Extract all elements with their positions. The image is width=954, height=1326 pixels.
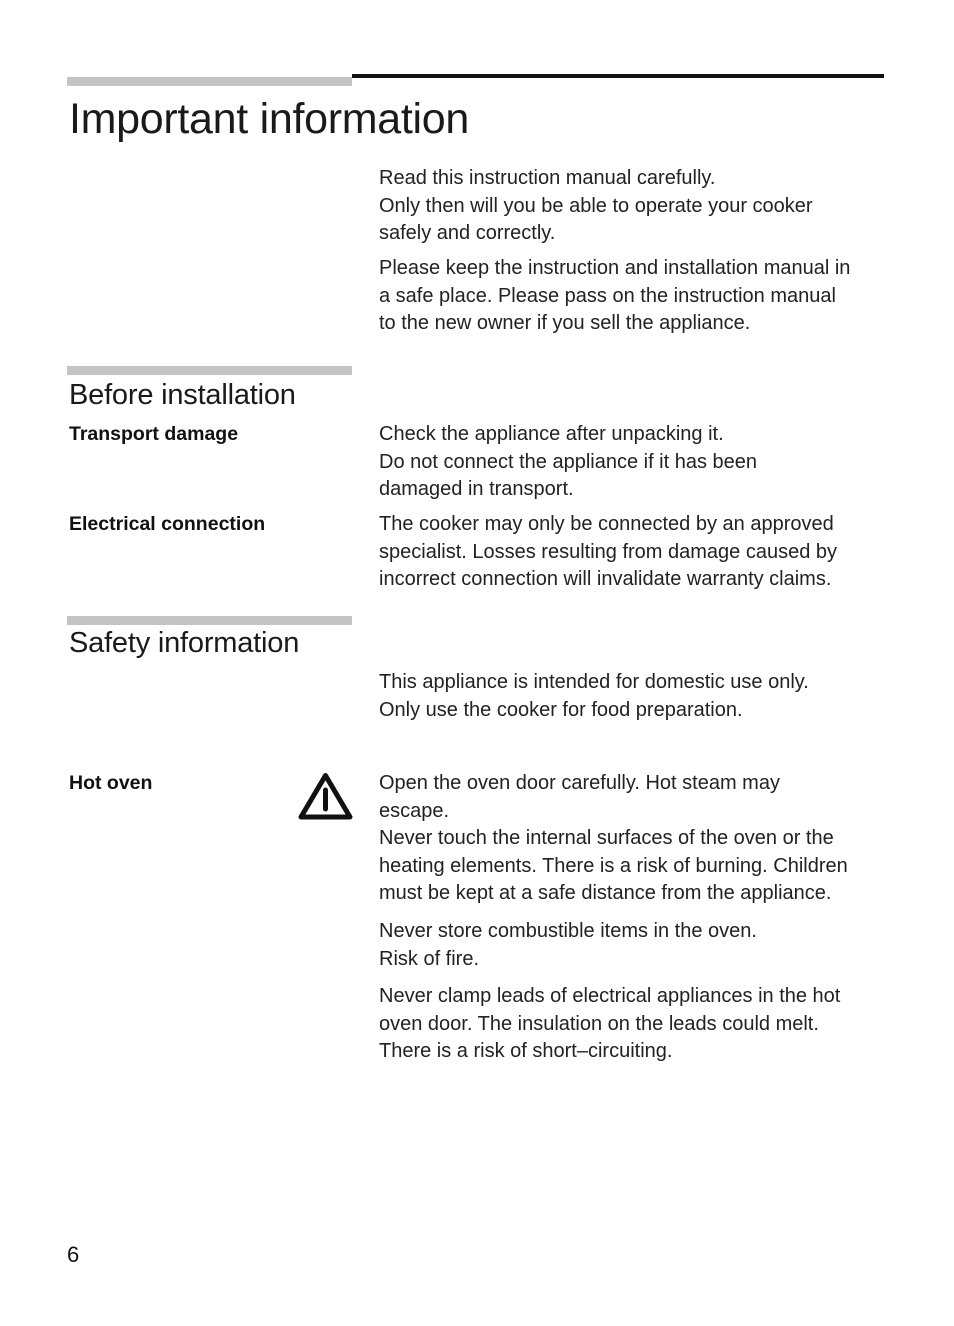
intro-paragraph-1: Read this instruction manual carefully. Only then will you be able to operate your cooker safely and correctly. — [379, 167, 813, 244]
warning-triangle-icon — [297, 771, 354, 821]
page-title: Important information — [69, 95, 469, 143]
text-hot-oven-1: Open the oven door carefully. Hot steam may escape. Never touch the internal surfaces of the oven or the heating elements. There is a risk of burning. Children must be kept at a safe distance from the appliance. — [379, 772, 848, 904]
text-electrical-connection: The cooker may only be connected by an approved specialist. Losses resulting from damage caused by incorrect connection will invalidate warranty claims. — [379, 513, 838, 590]
section-title-before-installation: Before installation — [69, 379, 296, 411]
text-hot-oven-2: Never store combustible items in the oven. Risk of fire. — [379, 920, 757, 970]
label-transport-damage: Transport damage — [69, 423, 239, 445]
section-title-safety-information: Safety information — [69, 627, 300, 659]
section-rule-safety-information — [67, 616, 352, 625]
page-number: 6 — [67, 1242, 80, 1267]
text-transport-damage: Check the appliance after unpacking it. Do not connect the appliance if it has been damaged in transport. — [379, 423, 758, 500]
label-hot-oven: Hot oven — [69, 772, 153, 794]
text-safety-intro: This appliance is intended for domestic use only. Only use the cooker for food preparation. — [379, 671, 809, 721]
title-rule-black — [352, 74, 884, 78]
text-hot-oven-3: Never clamp leads of electrical appliances in the hot oven door. The insulation on the leads could melt. There is a risk of short–circuiting. — [379, 985, 841, 1062]
section-rule-before-installation — [67, 366, 352, 375]
label-electrical-connection: Electrical connection — [69, 513, 266, 535]
intro-paragraph-2: Please keep the instruction and installation manual in a safe place. Please pass on the instruction manual to the new owner if you sell the appliance. — [379, 257, 851, 334]
title-rule-grey — [67, 77, 352, 86]
